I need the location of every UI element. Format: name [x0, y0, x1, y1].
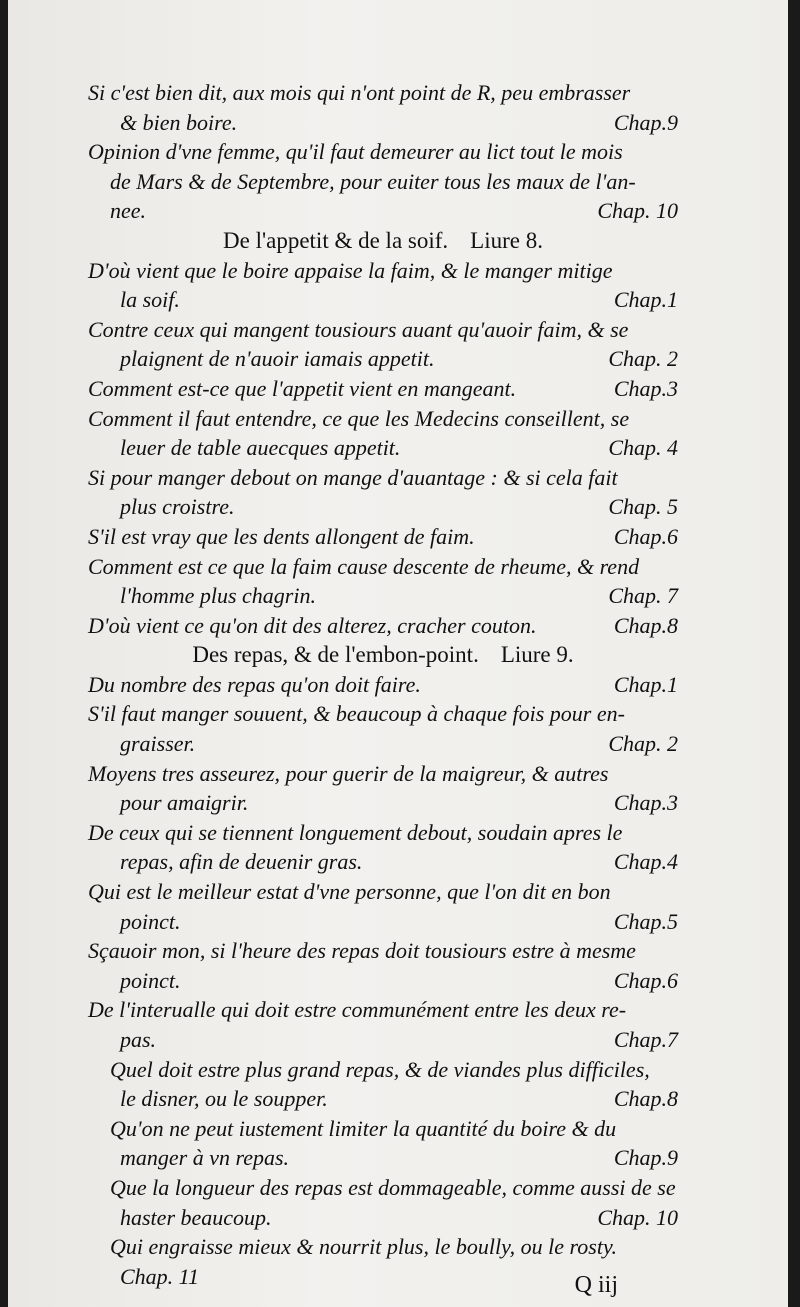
toc-line: & bien boire. Chap.9 [120, 109, 678, 135]
toc-line: plus croistre. Chap. 5 [120, 494, 678, 520]
toc-line: plaignent de n'auoir iamais appetit. Chap. 2 [120, 346, 678, 372]
toc-line: Quel doit estre plus grand repas, & de viandes plus difficiles, [110, 1056, 650, 1082]
toc-line: D'où vient que le boire appaise la faim, & le manger mitige [88, 257, 613, 283]
toc-line: graisser. Chap. 2 [120, 731, 678, 757]
toc-line: poinct. Chap.6 [120, 967, 678, 993]
toc-line: Sçauoir mon, si l'heure des repas doit tousiours estre à mesme [88, 938, 636, 964]
section-heading-book8: De l'appetit & de la soif. Liure 8. [223, 227, 543, 253]
section-heading-book9: Des repas, & de l'embon-point. Liure 9. [192, 642, 574, 668]
toc-line: Qui est le meilleur estat d'vne personne, que l'on dit en bon [88, 879, 611, 905]
toc-line: D'où vient ce qu'on dit des alterez, cracher couton. Chap.8 [88, 612, 678, 638]
toc-line: S'il faut manger souuent, & beaucoup à chaque fois pour en- [88, 701, 625, 727]
toc-line: Chap. 11 [120, 1263, 200, 1289]
toc-line: manger à vn repas. Chap.9 [120, 1145, 678, 1171]
toc-line: Comment il faut entendre, ce que les Medecins conseillent, se [88, 405, 630, 431]
toc-line: l'homme plus chagrin. Chap. 7 [120, 583, 678, 609]
toc-line: de Mars & de Septembre, pour euiter tous les maux de l'an- [110, 168, 636, 194]
toc-line: De ceux qui se tiennent longuement debout, soudain apres le [88, 819, 623, 845]
toc-line: pas. Chap.7 [120, 1027, 678, 1052]
toc-line: Qu'on ne peut iustement limiter la quantité du boire & du [110, 1115, 617, 1141]
toc-line: De l'interualle qui doit estre communément entre les deux re- [88, 997, 627, 1023]
toc-line: pour amaigrir. Chap.3 [120, 790, 678, 816]
toc-line: Opinion d'vne femme, qu'il faut demeurer au lict tout le mois [88, 139, 623, 165]
toc-line: Du nombre des repas qu'on doit faire. Chap.1 [88, 671, 678, 697]
signature-mark: Q iij [574, 1272, 618, 1298]
toc-line: nee. Chap. 10 [110, 198, 678, 224]
toc-line: poinct. Chap.5 [120, 908, 678, 934]
toc-line: Comment est ce que la faim cause descente de rheume, & rend [88, 553, 640, 579]
toc-line: la soif. Chap.1 [120, 287, 678, 313]
toc-line: Comment est-ce que l'appetit vient en mangeant. Chap.3 [88, 375, 678, 401]
toc-line: Si c'est bien dit, aux mois qui n'ont point de R, peu embrasser [88, 80, 631, 105]
toc-line: leuer de table auecques appetit. Chap. 4 [120, 435, 678, 461]
table-of-contents [88, 78, 678, 1291]
toc-line: Moyens tres asseurez, pour guerir de la maigreur, & autres [88, 760, 609, 786]
toc-line: repas, afin de deuenir gras. Chap.4 [120, 849, 678, 875]
toc-line: Que la longueur des repas est dommageable, comme aussi de se [110, 1174, 676, 1200]
toc-line: Si pour manger debout on mange d'auantage : & si cela fait [88, 464, 618, 490]
toc-line: haster beaucoup. Chap. 10 [120, 1204, 678, 1230]
toc-line: S'il est vray que les dents allongent de faim. Chap.6 [88, 523, 678, 549]
toc-line: Contre ceux qui mangent tousiours auant qu'auoir faim, & se [88, 316, 629, 342]
book-page [8, 0, 788, 1307]
toc-line: Qui engraisse mieux & nourrit plus, le boully, ou le rosty. [110, 1234, 617, 1260]
toc-line: le disner, ou le soupper. Chap.8 [120, 1086, 678, 1112]
